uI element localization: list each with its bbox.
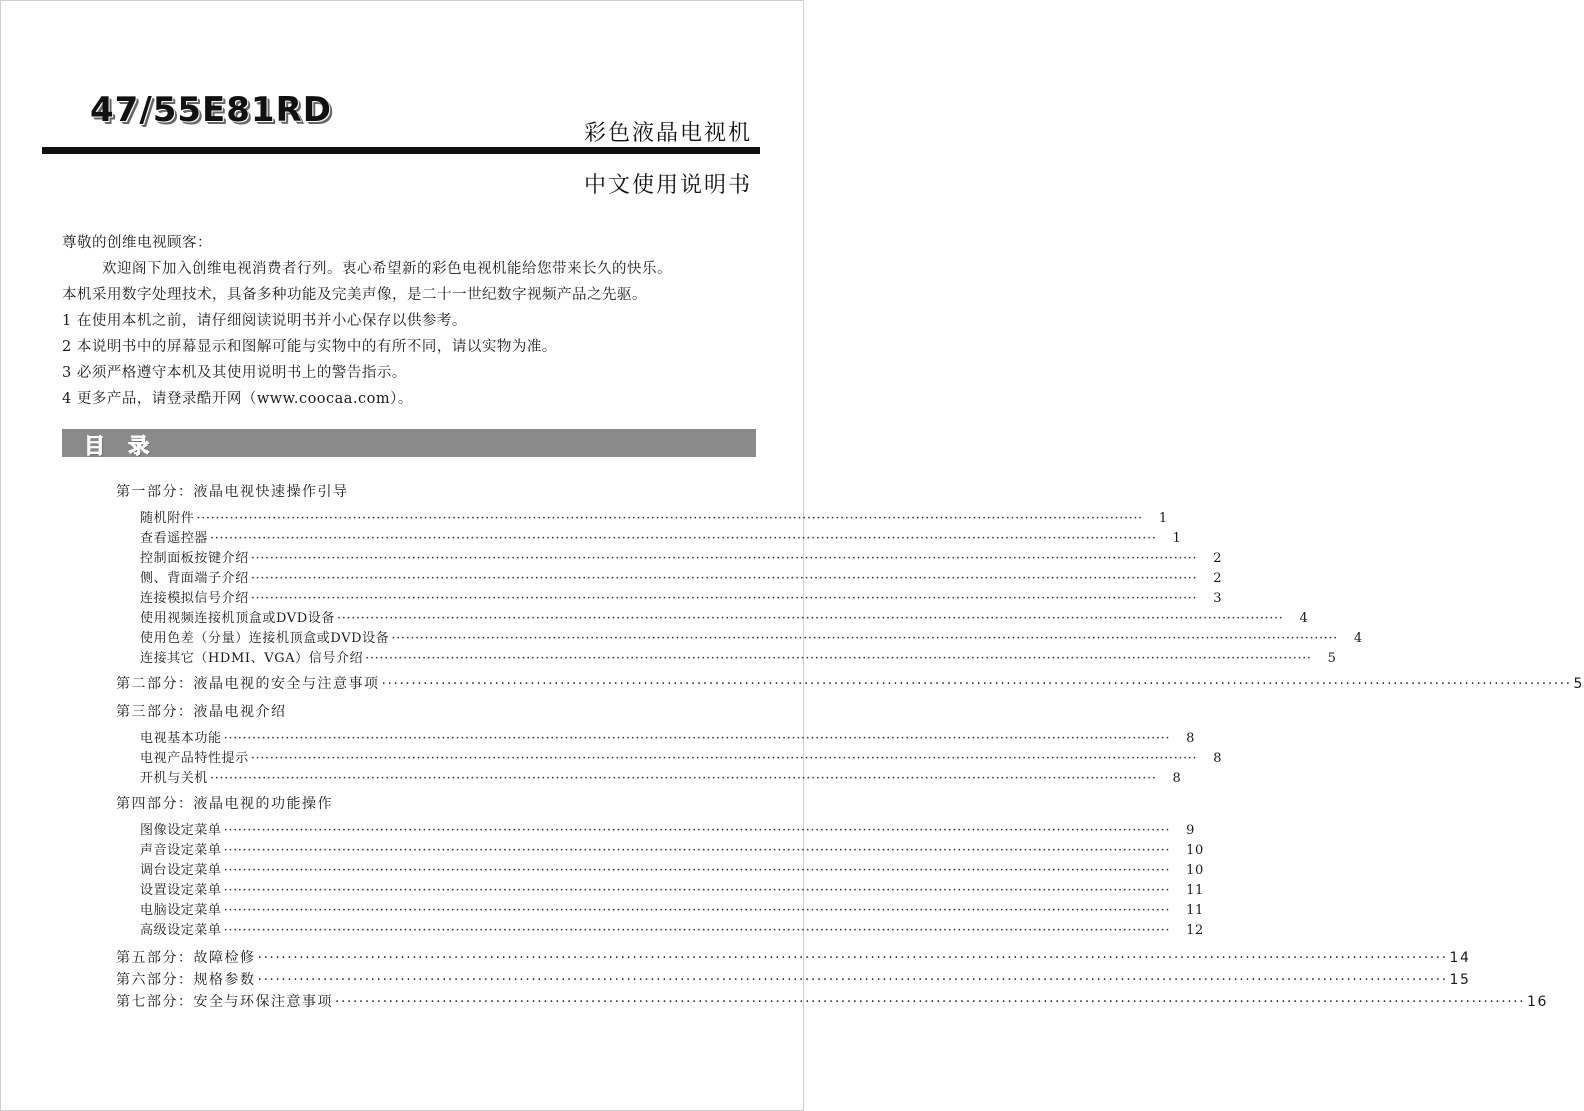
greeting: 尊敬的创维电视顾客： [62, 235, 212, 251]
toc-item [140, 509, 1168, 529]
intro-text [62, 230, 772, 412]
toc-item-page: 12 [1186, 923, 1204, 938]
toc-title-bar [62, 429, 756, 457]
toc-part-7-label: 第七部分：安全与环保注意事项 [116, 994, 333, 1010]
toc-item-page: 10 [1186, 863, 1204, 878]
note-3: 3 必须严格遵守本机及其使用说明书上的警告指示。 [62, 365, 407, 381]
leader-dots: ········································································································································································································ [250, 751, 1198, 766]
toc-item-page: 1 [1172, 531, 1182, 546]
leader-dots: ········································································································································································································ [223, 863, 1171, 878]
manual-type-title: 中文使用说明书 [583, 173, 752, 198]
toc-item-label: 设置设定菜单 [140, 883, 222, 898]
leader-dots: ········································································································································································································ [223, 923, 1171, 938]
leader-dots: ········································································································································································································ [223, 903, 1171, 918]
toc-item-page: 11 [1186, 883, 1204, 898]
toc-item-label: 声音设定菜单 [140, 843, 222, 858]
toc-part-4 [116, 793, 712, 815]
intro-line-1: 欢迎阁下加入创维电视消费者行列。衷心希望新的彩色电视机能给您带来长久的快乐。 [102, 261, 672, 277]
toc-item [140, 589, 1223, 609]
toc-item-label: 连接其它（HDMI、VGA）信号介绍 [140, 651, 364, 666]
toc-part-6 [116, 969, 1471, 991]
intro-line-2: 本机采用数字处理技术，具备多种功能及完美声像，是二十一世纪数字视频产品之先驱。 [62, 287, 647, 303]
toc-part-3 [116, 701, 712, 723]
toc-item-label: 图像设定菜单 [140, 823, 222, 838]
toc-part-1-items [116, 509, 1363, 669]
toc-item [140, 649, 1337, 669]
toc-title: 目 录 [84, 434, 158, 458]
toc-item-label: 使用色差（分量）连接机顶盒或DVD设备 [140, 631, 390, 646]
toc-item [140, 901, 1204, 921]
toc-item-page: 11 [1186, 903, 1204, 918]
toc-item-label: 开机与关机 [140, 771, 209, 786]
leader-dots: ········································································································································································································ [223, 843, 1171, 858]
leader-dots: ········································································································································································································ [257, 950, 1448, 966]
toc-item-label: 侧、背面端子介绍 [140, 571, 249, 586]
toc-item-label: 控制面板按键介绍 [140, 551, 249, 566]
toc-part-7-page: 16 [1527, 994, 1548, 1010]
toc-item-page: 4 [1299, 611, 1309, 626]
leader-dots: ········································································································································································································ [381, 676, 1572, 692]
toc-item [140, 881, 1204, 901]
leader-dots: ········································································································································································································ [223, 883, 1171, 898]
toc-item [140, 821, 1195, 841]
leader-dots: ········································································································································································································ [210, 771, 1157, 786]
toc-item [140, 749, 1223, 769]
leader-dots: ········································································································································································································ [335, 994, 1526, 1010]
toc-item-page: 3 [1213, 591, 1223, 606]
toc-part-6-label: 第六部分：规格参数 [116, 972, 256, 988]
leader-dots: ········································································································································································································ [250, 591, 1198, 606]
toc-part-7 [116, 991, 1548, 1013]
toc-item-label: 电脑设定菜单 [140, 903, 222, 918]
toc-part-5-page: 14 [1449, 950, 1471, 966]
header-rule [42, 147, 760, 154]
toc-part-5 [116, 947, 1471, 969]
leader-dots: ········································································································································································································ [365, 651, 1312, 666]
leader-dots: ········································································································································································································ [337, 611, 1284, 626]
toc-item-page: 8 [1172, 771, 1182, 786]
model-number: 47/55E81RD [90, 90, 332, 130]
toc-item-label: 高级设定菜单 [140, 923, 222, 938]
leader-dots: ········································································································································································································ [257, 972, 1448, 988]
toc-item-page: 5 [1327, 651, 1337, 666]
toc-part-4-label: 第四部分：液晶电视的功能操作 [116, 796, 333, 812]
toc-part-3-items [116, 729, 1223, 789]
leader-dots: ········································································································································································································ [250, 551, 1198, 566]
product-type-title: 彩色液晶电视机 [583, 121, 752, 146]
toc-part-1 [116, 481, 712, 503]
toc-item-label: 电视基本功能 [140, 731, 222, 746]
toc-item [140, 629, 1363, 649]
toc-item [140, 609, 1309, 629]
toc-item [140, 921, 1204, 941]
toc-item-page: 2 [1213, 551, 1223, 566]
toc-item-page: 8 [1213, 751, 1223, 766]
leader-dots: ········································································································································································································ [250, 571, 1198, 586]
toc-item-page: 4 [1353, 631, 1363, 646]
toc-item-page: 10 [1186, 843, 1204, 858]
toc-item [140, 729, 1195, 749]
toc-item-page: 9 [1186, 823, 1195, 838]
toc-item [140, 861, 1204, 881]
toc-part-5-label: 第五部分：故障检修 [116, 950, 256, 966]
toc-item-label: 连接模拟信号介绍 [140, 591, 249, 606]
toc-item-label: 随机附件 [140, 511, 195, 526]
toc-item-label: 电视产品特性提示 [140, 751, 249, 766]
toc-item [140, 841, 1204, 861]
toc-item [140, 769, 1182, 789]
note-4: 4 更多产品，请登录酷开网（www.coocaa.com）。 [62, 391, 413, 407]
toc-item-label: 查看遥控器 [140, 531, 209, 546]
toc-part-1-label: 第一部分：液晶电视快速操作引导 [116, 484, 349, 500]
toc-part-3-label: 第三部分：液晶电视介绍 [116, 704, 287, 720]
toc-item-page: 8 [1186, 731, 1195, 746]
leader-dots: ········································································································································································································ [210, 531, 1157, 546]
toc-part-2 [116, 673, 1584, 695]
toc-item-page: 2 [1213, 571, 1223, 586]
toc-item [140, 549, 1223, 569]
toc-part-4-items [116, 821, 1204, 941]
leader-dots: ········································································································································································································ [223, 731, 1171, 746]
toc-part-2-page: 5 [1573, 676, 1584, 692]
leader-dots: ········································································································································································································ [391, 631, 1338, 646]
toc-part-2-label: 第二部分：液晶电视的安全与注意事项 [116, 676, 380, 692]
toc-item-page: 1 [1158, 511, 1168, 526]
note-2: 2 本说明书中的屏幕显示和图解可能与实物中的有所不同，请以实物为准。 [62, 339, 557, 355]
toc-item-label: 调台设定菜单 [140, 863, 222, 878]
toc-item-label: 使用视频连接机顶盒或DVD设备 [140, 611, 336, 626]
note-1: 1 在使用本机之前，请仔细阅读说明书并小心保存以供参考。 [62, 313, 467, 329]
leader-dots: ········································································································································································································ [196, 511, 1143, 526]
toc-part-6-page: 15 [1449, 972, 1471, 988]
table-of-contents [116, 481, 1584, 1013]
toc-item [140, 569, 1223, 589]
leader-dots: ········································································································································································································ [223, 823, 1171, 838]
toc-item [140, 529, 1182, 549]
